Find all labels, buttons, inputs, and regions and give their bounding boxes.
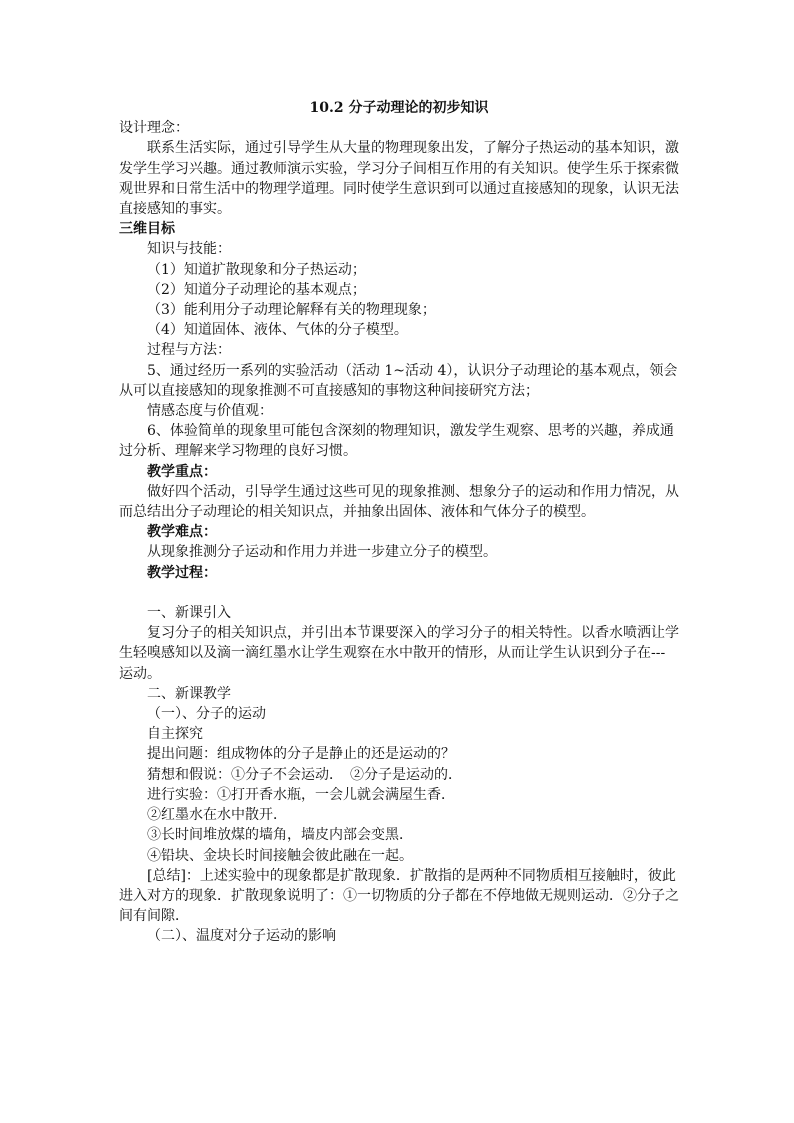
difficulty-paragraph: 从现象推测分子运动和作用力并进一步建立分子的模型。 <box>147 544 497 561</box>
subsection-1-heading: （一）、分子的运动 <box>147 706 266 723</box>
summary-paragraph: [总结]：上述实验中的现象都是扩散现象．扩散指的是两种不同物质相互接触时，彼此进入对方的现象．扩散现象说明了：①一切物质的分子都在不停地做无规则运动．②分子之间有间隙． <box>119 867 679 925</box>
goals-heading: 三维目标 <box>119 221 175 238</box>
knowledge-heading: 知识与技能： <box>147 241 231 258</box>
blank-line <box>119 583 679 603</box>
section-1-paragraph: 复习分子的相关知识点，并引出本节课要深入的学习分子的相关特性。以香水喷洒让学生轻嗅感知以及滴一滴红墨水让学生观察在水中散开的情形，从而让学生认识到分子在---运动。 <box>119 625 679 682</box>
knowledge-item-3: （3）能利用分子动理论解释有关的物理现象； <box>147 302 436 319</box>
section-1-heading: 一、新课引入 <box>147 605 231 622</box>
emotion-heading: 情感态度与价值观： <box>147 403 273 420</box>
knowledge-item-2: （2）知道分子动理论的基本观点； <box>147 281 366 298</box>
question-line: 提出问题：组成物体的分子是静止的还是运动的？ <box>147 746 455 763</box>
document-content <box>119 98 679 947</box>
experiment-line-2: ②红墨水在水中散开． <box>147 807 287 824</box>
experiment-line-3: ③长时间堆放煤的墙角，墙皮内部会变黑． <box>147 827 413 844</box>
hypothesis-line: 猜想和假说：①分子不会运动． ②分子是运动的． <box>147 766 462 783</box>
teaching-process-heading: 教学过程： <box>147 564 217 581</box>
knowledge-item-1: （1）知道扩散现象和分子热运动； <box>147 261 366 278</box>
experiment-line-1: 进行实验：①打开香水瓶，一会儿就会满屋生香． <box>147 786 455 803</box>
difficulty-heading: 教学难点： <box>147 524 217 541</box>
process-paragraph: 5、通过经历一系列的实验活动（活动 1~活动 4），认识分子动理论的基本观点，领会从可以直接感知的现象推测不可直接感知的事物这种间接研究方法； <box>119 362 678 399</box>
knowledge-item-4: （4）知道固体、液体、气体的分子模型。 <box>147 322 408 339</box>
design-paragraph: 联系生活实际，通过引导学生从大量的物理现象出发，了解分子热运动的基本知识，激发学生学习兴趣。通过教师演示实验，学习分子间相互作用的有关知识。使学生乐于探索微观世界和日常生活中的物理学道理。同时使学生意识到可以通过直接感知的现象，认识无法直接感知的事实。 <box>119 140 679 218</box>
design-heading: 设计理念： <box>119 120 189 137</box>
process-heading: 过程与方法： <box>147 342 231 359</box>
document-title: 10.2 分子动理论的初步知识 <box>309 100 489 116</box>
key-points-paragraph: 做好四个活动，引导学生通过这些可见的现象推测、想象分子的运动和作用力情况，从而总结出分子动理论的相关知识点，并抽象出固体、液体和气体分子的模型。 <box>119 483 679 521</box>
experiment-line-4: ④铅块、金块长时间接触会彼此融在一起。 <box>147 847 413 864</box>
subsection-2-heading: （二）、温度对分子运动的影响 <box>147 928 336 945</box>
key-points-heading: 教学重点： <box>147 463 217 480</box>
explore-heading: 自主探究 <box>147 726 203 743</box>
emotion-paragraph: 6、体验简单的现象里可能包含深刻的物理知识，激发学生观察、思考的兴趣，养成通过分析、理解来学习物理的良好习惯。 <box>119 423 674 460</box>
section-2-heading: 二、新课教学 <box>147 685 231 702</box>
